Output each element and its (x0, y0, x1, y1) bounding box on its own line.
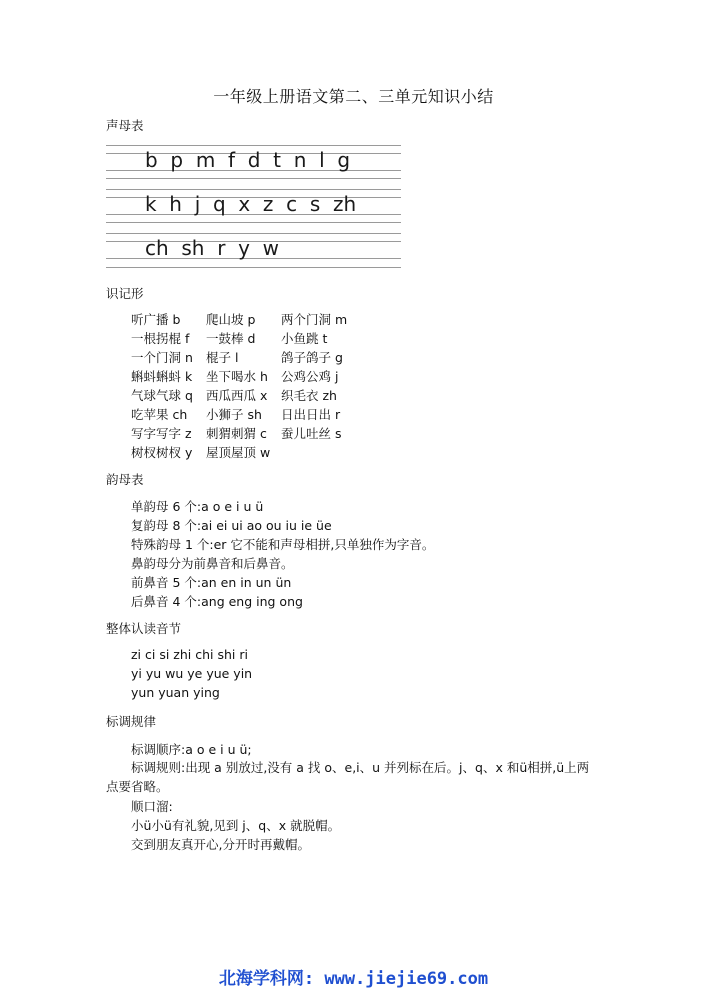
memory-cell: 鸽子鸽子 g (281, 350, 343, 365)
shengmu-row-1: b p m f d t n l g (145, 148, 351, 172)
memory-row (131, 424, 371, 443)
biaodiao-rhyme-line: 交到朋友真开心,分开时再戴帽。 (131, 837, 310, 852)
memory-cell: 屋顶屋顶 w (206, 445, 271, 460)
shengmu-row-2: k h j q x z c s zh (145, 192, 357, 216)
memory-cell: 公鸡公鸡 j (281, 369, 339, 384)
memory-cell: 听广播 b (131, 312, 181, 327)
memory-cell: 树杈树杈 y (131, 445, 193, 460)
memory-cell: 织毛衣 zh (281, 388, 337, 403)
memory-cell: 蝌蚪蝌蚪 k (131, 369, 193, 384)
memory-cell: 棍子 l (206, 350, 239, 365)
memory-cell: 爬山坡 p (206, 312, 256, 327)
memory-table (131, 310, 371, 462)
biaodiao-rule-block (106, 758, 601, 796)
shengmu-row-3: ch sh r y w (145, 236, 280, 260)
memory-row (131, 310, 371, 329)
shiji-heading: 识记形 (106, 286, 144, 301)
shengmu-heading: 声母表 (106, 118, 144, 133)
memory-cell: 吃苹果 ch (131, 407, 188, 422)
memory-row (131, 329, 371, 348)
memory-cell: 一个门洞 n (131, 350, 193, 365)
yunmu-line: 鼻韵母分为前鼻音和后鼻音。 (131, 556, 294, 571)
memory-cell: 一根拐棍 f (131, 331, 190, 346)
memory-row (131, 386, 371, 405)
memory-cell: 坐下喝水 h (206, 369, 268, 384)
memory-row (131, 367, 371, 386)
memory-cell: 气球气球 q (131, 388, 193, 403)
memory-cell: 两个门洞 m (281, 312, 348, 327)
memory-row (131, 348, 371, 367)
yunmu-line: 单韵母 6 个:a o e i u ü (131, 499, 264, 514)
memory-cell: 刺猬刺猬 c (206, 426, 267, 441)
zhengti-row: yi yu wu ye yue yin (131, 666, 253, 681)
biaodiao-heading: 标调规律 (106, 714, 157, 729)
yunmu-line: 复韵母 8 个:ai ei ui ao ou iu ie üe (131, 518, 332, 533)
memory-cell: 小鱼跳 t (281, 331, 328, 346)
zhengti-heading: 整体认读音节 (106, 621, 182, 636)
yunmu-line: 后鼻音 4 个:ang eng ing ong (131, 594, 303, 609)
grid-rule (106, 189, 401, 190)
biaodiao-rule: 标调规则:出现 a 别放过,没有 a 找 o、e,i、u 并列标在后。j、q、x 和ü相拼,ü上两点要省略。 (106, 760, 590, 794)
page-title: 一年级上册语文第二、三单元知识小结 (213, 87, 494, 106)
memory-cell: 日出日出 r (281, 407, 341, 422)
memory-cell: 一鼓棒 d (206, 331, 256, 346)
memory-cell: 西瓜西瓜 x (206, 388, 268, 403)
biaodiao-rhyme-line: 小ü小ü有礼貌,见到 j、q、x 就脱帽。 (131, 818, 341, 833)
memory-row (131, 443, 371, 462)
grid-rule (106, 145, 401, 146)
memory-cell: 小狮子 sh (206, 407, 262, 422)
memory-cell (281, 443, 371, 462)
biaodiao-rhyme-label: 顺口溜: (131, 799, 173, 814)
zhengti-row: yun yuan ying (131, 685, 220, 700)
biaodiao-order: 标调顺序:a o e i u ü; (131, 742, 252, 757)
grid-rule (106, 267, 401, 268)
grid-rule (106, 222, 401, 223)
memory-row (131, 405, 371, 424)
yunmu-heading: 韵母表 (106, 472, 144, 487)
grid-rule (106, 233, 401, 234)
memory-cell: 写字写字 z (131, 426, 192, 441)
memory-cell: 蚕儿吐丝 s (281, 426, 342, 441)
zhengti-row: zi ci si zhi chi shi ri (131, 647, 248, 662)
footer-watermark: 北海学科网: www.jiejie69.com (218, 969, 489, 989)
grid-rule (106, 178, 401, 179)
yunmu-line: 特殊韵母 1 个:er 它不能和声母相拼,只单独作为字音。 (131, 537, 435, 552)
yunmu-line: 前鼻音 5 个:an en in un ün (131, 575, 292, 590)
